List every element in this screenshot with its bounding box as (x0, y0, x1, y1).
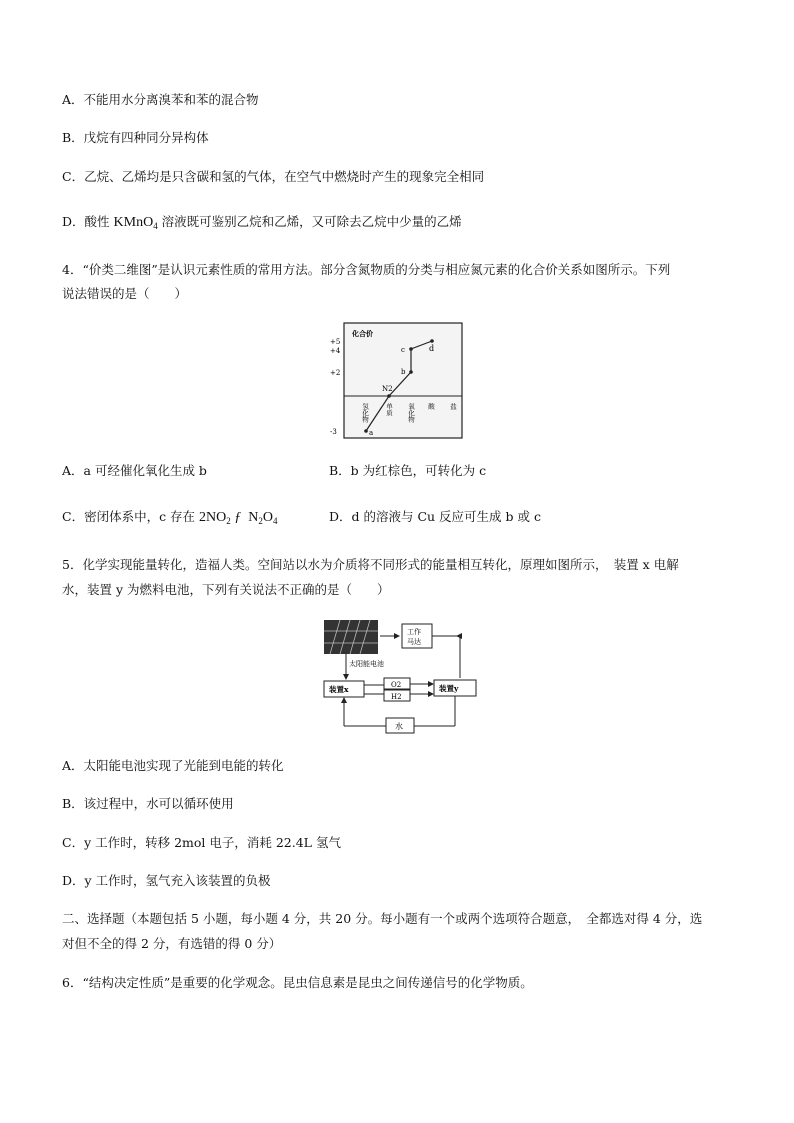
label-c: c (401, 346, 405, 354)
q5-option-c: C．y 工作时，转移 2mol 电子，消耗 22.4L 氢气 (62, 835, 341, 850)
point-d (430, 339, 434, 343)
x-cat-acid: 酸 (427, 403, 435, 410)
energy-conversion-diagram (322, 618, 480, 738)
water-label: 水 (395, 722, 403, 731)
q6-stem: 6．“结构决定性质”是重要的化学观念。昆虫信息素是昆虫之间传递信号的化学物质。 (62, 975, 533, 990)
x-cat-salt: 盐 (449, 403, 457, 410)
x-cat-element: 单质 (385, 403, 393, 416)
point-a (364, 429, 368, 433)
kmno4-formula: KMnO$_4$ (113, 215, 158, 231)
section2-line1: 二、选择题（本题包括 5 小题，每小题 4 分，共 20 分。每小题有一个或两个选项符合题意， 全都选对得 4 分，选 (62, 911, 703, 926)
solar-panel (324, 620, 378, 654)
label-n2: N2 (382, 385, 393, 393)
q3-option-d (62, 214, 462, 234)
label-b: b (401, 368, 406, 376)
y-tick-minus3: -3 (330, 428, 337, 436)
label-d: d (429, 344, 435, 353)
y-tick-plus2: +2 (330, 369, 341, 377)
device-y-label: 装置y (439, 684, 459, 693)
y-tick-plus5: +5 (330, 338, 341, 346)
q3-option-d-prefix: D．酸性 (62, 214, 110, 229)
x-cat-hydride: 氢化物 (361, 403, 369, 423)
solar-label: 太阳能电池 (349, 660, 384, 668)
o2-label: O2 (391, 681, 402, 689)
q5-option-b: B．该过程中，水可以循环使用 (62, 796, 234, 811)
q4-option-a: A．a 可经催化氧化生成 b (62, 463, 207, 478)
q3-option-c: C．乙烷、乙烯均是只含碳和氢的气体，在空气中燃烧时产生的现象完全相同 (62, 169, 485, 184)
point-b (409, 370, 413, 374)
q4-option-c: C．密闭体系中，c 存在 $2NO_2$ ƒ $N_2O_4$ (62, 509, 278, 526)
valence-class-diagram (328, 321, 466, 441)
q4-stem-line1: 4．“价类二维图”是认识元素性质的常用方法。部分含氮物质的分类与相应氮元素的化合价关系如图所示。下列 (62, 262, 671, 277)
y-axis-title: 化合价 (352, 329, 373, 338)
point-c (409, 347, 413, 351)
q3-option-d-suffix: 溶液既可鉴别乙烷和乙烯，又可除去乙烷中少量的乙烯 (161, 214, 462, 229)
q4-option-b: B．b 为红棕色，可转化为 c (329, 463, 487, 478)
q4-stem-line2: 说法错误的是（ ） (62, 286, 188, 301)
q5-stem-line1: 5．化学实现能量转化，造福人类。空间站以水为介质将不同形式的能量相互转化，原理如图所示， 装置 x 电解 (62, 557, 679, 572)
x-cat-oxide: 氧化物 (407, 403, 415, 423)
point-n2 (387, 394, 391, 398)
equilibrium-formula: $2NO_2$ ƒ $N_2O_4$ (199, 510, 278, 526)
motor-label-1: 工作 (407, 628, 421, 636)
q3-option-b: B．戊烷有四种同分异构体 (62, 130, 209, 145)
section2-line2: 对但不全的得 2 分，有选错的得 0 分） (62, 936, 282, 951)
h2-label: H2 (391, 693, 402, 701)
q4-option-d: D．d 的溶液与 Cu 反应可生成 b 或 c (329, 509, 541, 524)
y-tick-plus4: +4 (330, 347, 341, 355)
q5-stem-line2: 水，装置 y 为燃料电池，下列有关说法不正确的是（ ） (62, 582, 390, 597)
q5-option-d: D．y 工作时，氢气充入该装置的负极 (62, 873, 271, 888)
motor-label-2: 马达 (407, 638, 421, 646)
q3-option-a: A．不能用水分离溴苯和苯的混合物 (62, 92, 259, 107)
device-x-label: 装置x (329, 685, 349, 694)
q5-option-a: A．太阳能电池实现了光能到电能的转化 (62, 758, 284, 773)
label-a: a (369, 429, 374, 437)
